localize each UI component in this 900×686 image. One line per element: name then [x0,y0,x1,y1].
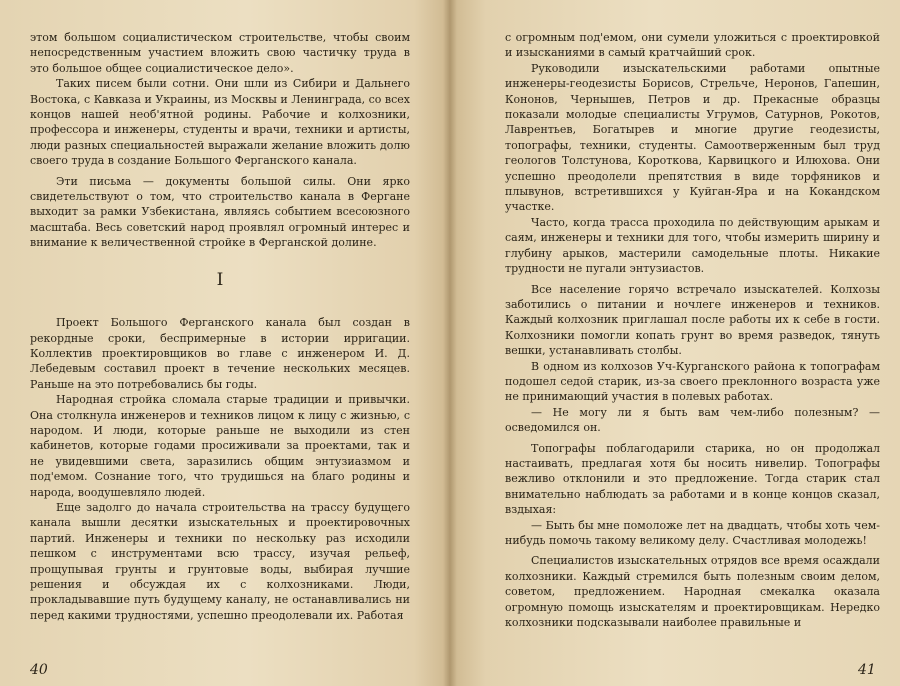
right-paragraph-5: В одном из колхозов Уч-Курганского района к топографам подошел седой старик, из-за своего преклонного возраста уже не принимающий участия в полевых работах. [505,359,880,404]
right-paragraph-9: Специалистов изыскательных отрядов все время осаждали колхозники. Каждый стремился быть полезным своим делом, советом, предложением. Народная смекалка оказала огромную помощь изыскателям и проектировщикам. Нередко колхозники подсказывали наиболее правильные и [505,554,880,630]
right-page-number: 41 [858,662,876,678]
right-paragraph-8: — Быть бы мне помоложе лет на двадцать, чтобы хоть чем-нибудь помочь такому великому делу. Счастливая молодежь! [505,518,880,547]
left-paragraph-2: Таких писем были сотни. Они шли из Сибири и Дальнего Востока, с Кавказа и Украины, из Москвы и Ленинграда, со всех концов нашей необ'ятной родины. Рабочие и колхозники, профессора и инженеры, студенты и врачи, техники и артисты, люди разных специальностей выражали желание вложить долю своего труда в создание Большого Ферганского канала. [30,77,410,168]
left-paragraph-5: Народная стройка сломала старые традиции и привычки. Она столкнула инженеров и техников лицом к лицу с жизнью, с народом. И люди, которые раньше не выходили из стен кабинетов, которые годами просиживали за проектами, так и не увидевшими света, заразились общим энтузиазмом и под'емом. Сознание того, что трудишься на благо родины и народа, воодушевляло людей. [30,393,410,499]
right-paragraph-6: — Не могу ли я быть вам чем-либо полезным? — осведомился он. [505,405,880,435]
left-paragraph-4: Проект Большого Ферганского канала был создан в рекордные сроки, беспримерные в истории ирригации. Коллектив проектировщиков во главе с инженером И. Д. Лебедевым составил проект в течение нескольких месяцев. Раньше на это потребовались бы годы. [30,316,410,391]
right-paragraph-1: с огромным под'емом, они сумели уложиться с проектировкой и изысканиями в самый кратчайший срок. [505,31,880,60]
right-paragraph-2: Руководили изыскательскими работами опытные инженеры-геодезисты Борисов, Стрельче, Неронов, Гапешин, Кононов, Чернышев, Петров и др. Прекасные образцы показали молодые специалисты Угрумов, Сатурнов, Рокотов, Лаврентьев, Богатырев и многие другие геодезисты, топографы, техники, студенты. Самоотверженным был труд геологов Толстунова, Короткова, Карвицкого и Илюхова. Они успешно преодолели препятствия в виде торфяников и плывунов, встретившихся у Куйган-Яра и на Кокандском участке. [505,61,880,214]
chapter-heading: I [216,269,224,290]
book-gutter [443,0,457,686]
left-paragraph-3: Эти письма — документы большой силы. Они ярко свидетельствуют о том, что строительство канала в Фергане выходит за рамки Узбекистана, являясь событием всесоюзного масштаба. Весь советский народ проявлял огромный интерес и внимание к величественной стройке в Ферганской долине. [30,174,410,250]
right-page-text [505,30,880,630]
right-paragraph-3: Часто, когда трасса проходила по действующим арыкам и саям, инженеры и техники для того, чтобы измерить ширину и глубину арыков, мастерили самодельные плоты. Никакие трудности не пугали энтузиастов. [505,215,880,276]
left-paragraph-6: Еще задолго до начала строительства на трассу будущего канала вышли десятки изыскательных и проектировочных партий. Инженеры и техники по нескольку раз исходили пешком с инструментами всю трассу, изучая рельеф, прощупывая грунты и грунтовые воды, выбирая лучшие решения и обсуждая их с колхозниками. Люди, прокладывавшие путь будущему каналу, не останавливались ни перед какими трудностями, успешно преодолевали их. Работая [30,500,410,622]
left-page-text [30,30,410,623]
right-paragraph-7: Топографы поблагодарили старика, но он продолжал настаивать, предлагая хотя бы носить нивелир. Топографы вежливо отклонили и это предложение. Тогда старик стал внимательно наблюдать за работами и в конце концов сказал, вздыхая: [505,441,880,517]
left-paragraph-1: этом большом социалистическом строительстве, чтобы своим непосредственным участием вложить свою частичку труда в это большое общее социалистическое дело». [30,31,410,75]
right-paragraph-4: Все население горячо встречало изыскателей. Колхозы заботились о питании и ночлеге инженеров и техников. Каждый колхозник приглашал после работы их к себе в гости. Колхозники помогли копать грунт во время разведок, тянуть вешки, устанавливать столбы. [505,282,880,358]
left-page-number: 40 [30,662,48,678]
